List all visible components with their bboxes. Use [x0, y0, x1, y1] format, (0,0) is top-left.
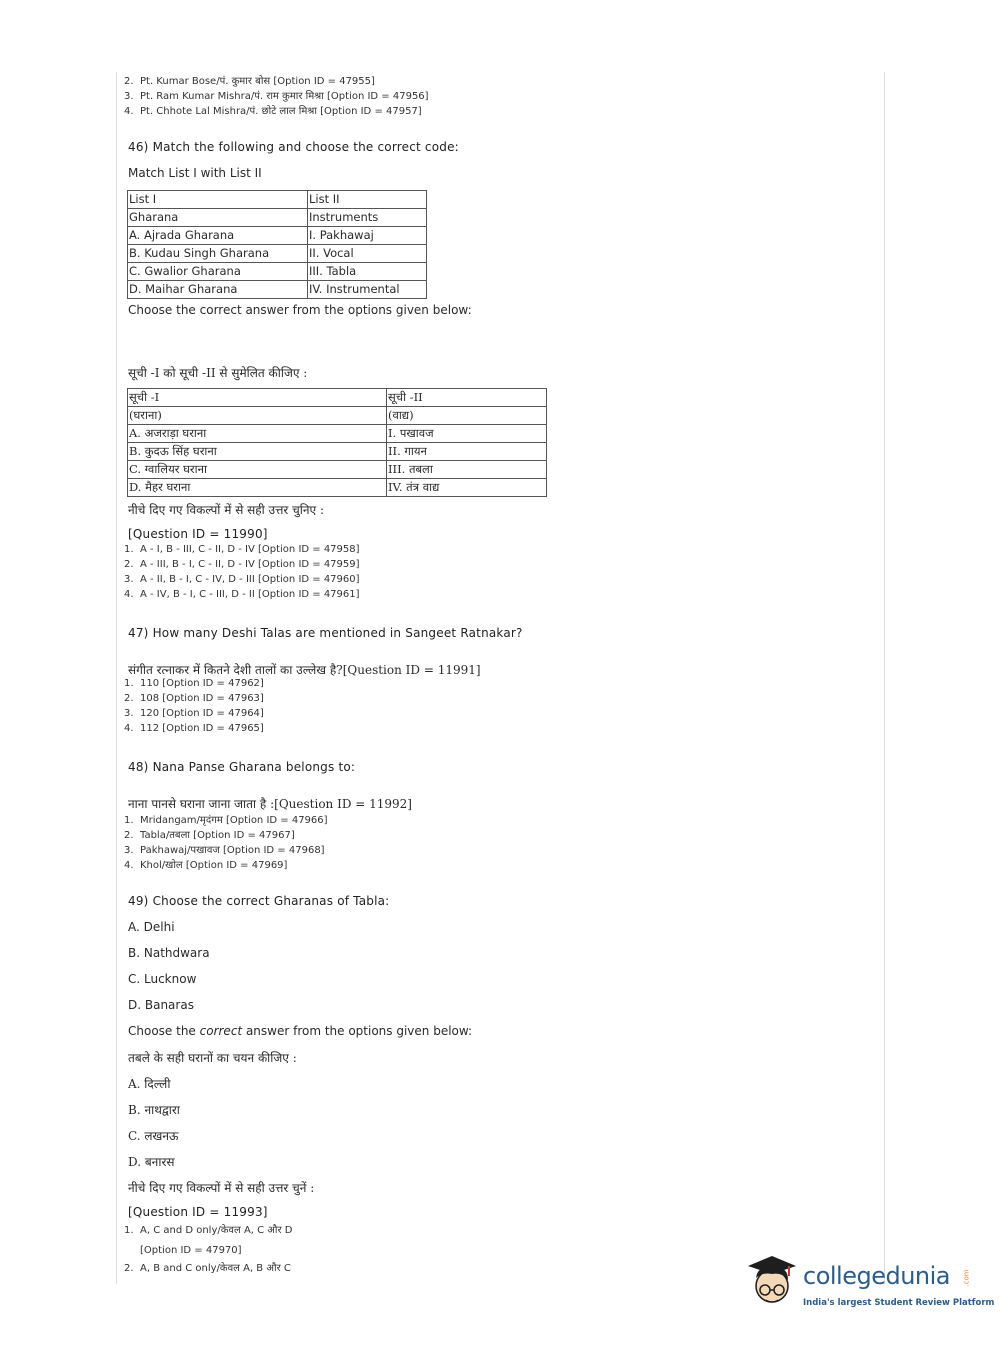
- list-item: 2. A, B and C only/केवल A, B और C: [124, 1263, 291, 1274]
- question-hindi: नाना पानसे घराना जाना जाता है :[Question ID = 11992]: [128, 797, 412, 811]
- table-row: [128, 425, 547, 443]
- table-row: [128, 209, 427, 227]
- match-table-hindi: [127, 388, 547, 497]
- match-table-english: [127, 190, 427, 299]
- table-cell: D. Maihar Gharana: [128, 281, 308, 299]
- table-row: [128, 479, 547, 497]
- mascot-icon: [748, 1256, 796, 1302]
- list-item: A. Delhi: [128, 920, 175, 934]
- list-item: 2. Tabla/तबला [Option ID = 47967]: [124, 830, 295, 841]
- hindi-choose-instruction: नीचे दिए गए विकल्पों में से सही उत्तर चुनें :: [128, 1181, 315, 1195]
- list-item: C. Lucknow: [128, 972, 197, 986]
- list-item: 1. Mridangam/मृदंगम [Option ID = 47966]: [124, 815, 328, 826]
- question-hindi: संगीत रत्नाकर में कितने देशी तालों का उल्लेख है?[Question ID = 11991]: [128, 663, 481, 677]
- table-cell: (घराना): [128, 407, 387, 425]
- table-row: [128, 245, 427, 263]
- table-cell: III. Tabla: [308, 263, 427, 281]
- table-cell: I. पखावज: [387, 425, 547, 443]
- table-cell: B. कुदऊ सिंह घराना: [128, 443, 387, 461]
- list-item: C. लखनऊ: [128, 1129, 179, 1143]
- table-row: [128, 443, 547, 461]
- choose-instruction: Choose the correct answer from the options given below:: [128, 303, 472, 317]
- table-cell: सूची -II: [387, 389, 547, 407]
- question-title: 47) How many Deshi Talas are mentioned in Sangeet Ratnakar?: [128, 626, 523, 640]
- list-item: 3. A - II, B - I, C - IV, D - III [Option ID = 47960]: [124, 574, 360, 585]
- list-item: A. दिल्ली: [128, 1077, 171, 1091]
- list-item: 1. 110 [Option ID = 47962]: [124, 678, 264, 689]
- list-item: D. Banaras: [128, 998, 194, 1012]
- table-cell: List II: [308, 191, 427, 209]
- table-row: [128, 461, 547, 479]
- table-cell: List I: [128, 191, 308, 209]
- table-cell: Gharana: [128, 209, 308, 227]
- table-row: [128, 389, 547, 407]
- table-cell: A. Ajrada Gharana: [128, 227, 308, 245]
- list-item: 4. Khol/खोल [Option ID = 47969]: [124, 860, 288, 871]
- question-title: 49) Choose the correct Gharanas of Tabla:: [128, 894, 390, 908]
- page-border-right: [884, 72, 885, 1284]
- list-item: 4. A - IV, B - I, C - III, D - II [Option ID = 47961]: [124, 589, 360, 600]
- table-cell: II. गायन: [387, 443, 547, 461]
- list-item: 1. A - I, B - III, C - II, D - IV [Option ID = 47958]: [124, 544, 360, 555]
- list-item: 2. 108 [Option ID = 47963]: [124, 693, 264, 704]
- table-cell: (वाद्य): [387, 407, 547, 425]
- list-item: 3. 120 [Option ID = 47964]: [124, 708, 264, 719]
- table-cell: C. Gwalior Gharana: [128, 263, 308, 281]
- choose-instruction: Choose the correct answer from the options given below:: [128, 1024, 473, 1038]
- option-id: [Option ID = 47970]: [140, 1245, 242, 1256]
- list-item: 4. Pt. Chhote Lal Mishra/पं. छोटे लाल मिश्रा [Option ID = 47957]: [124, 106, 422, 117]
- table-cell: C. ग्वालियर घराना: [128, 461, 387, 479]
- question-instruction: Match List I with List II: [128, 166, 262, 180]
- hindi-choose-instruction: नीचे दिए गए विकल्पों में से सही उत्तर चुनिए :: [128, 503, 325, 517]
- question-id: [Question ID = 11990]: [128, 527, 268, 541]
- table-cell: IV. तंत्र वाद्य: [387, 479, 547, 497]
- table-row: [128, 191, 427, 209]
- brand-name: collegedunia: [803, 1262, 951, 1290]
- table-row: [128, 227, 427, 245]
- hindi-instruction: तबले के सही घरानों का चयन कीजिए :: [128, 1051, 297, 1065]
- question-title: 46) Match the following and choose the correct code:: [128, 140, 459, 154]
- table-cell: III. तबला: [387, 461, 547, 479]
- list-item: B. नाथद्वारा: [128, 1103, 180, 1117]
- table-cell: A. अजराड़ा घराना: [128, 425, 387, 443]
- table-row: [128, 407, 547, 425]
- brand-suffix: .com: [962, 1269, 971, 1287]
- list-item: 3. Pt. Ram Kumar Mishra/पं. राम कुमार मिश्रा [Option ID = 47956]: [124, 91, 429, 102]
- hindi-instruction: सूची -I को सूची -II से सुमेलित कीजिए :: [128, 366, 308, 380]
- list-item: B. Nathdwara: [128, 946, 210, 960]
- list-item: 4. 112 [Option ID = 47965]: [124, 723, 264, 734]
- brand-tagline: India's largest Student Review Platform: [803, 1298, 995, 1308]
- question-title: 48) Nana Panse Gharana belongs to:: [128, 760, 356, 774]
- list-item: D. बनारस: [128, 1155, 175, 1169]
- list-item: 2. A - III, B - I, C - II, D - IV [Option ID = 47959]: [124, 559, 360, 570]
- page-border-left: [116, 72, 117, 1284]
- table-cell: Instruments: [308, 209, 427, 227]
- table-cell: B. Kudau Singh Gharana: [128, 245, 308, 263]
- table-cell: II. Vocal: [308, 245, 427, 263]
- table-cell: D. मैहर घराना: [128, 479, 387, 497]
- table-row: [128, 263, 427, 281]
- list-item: 3. Pakhawaj/पखावज [Option ID = 47968]: [124, 845, 325, 856]
- table-cell: I. Pakhawaj: [308, 227, 427, 245]
- table-cell: सूची -I: [128, 389, 387, 407]
- list-item: 2. Pt. Kumar Bose/पं. कुमार बोस [Option ID = 47955]: [124, 76, 375, 87]
- list-item: 1. A, C and D only/केवल A, C और D: [124, 1225, 293, 1236]
- question-id: [Question ID = 11993]: [128, 1205, 268, 1219]
- table-cell: IV. Instrumental: [308, 281, 427, 299]
- table-row: [128, 281, 427, 299]
